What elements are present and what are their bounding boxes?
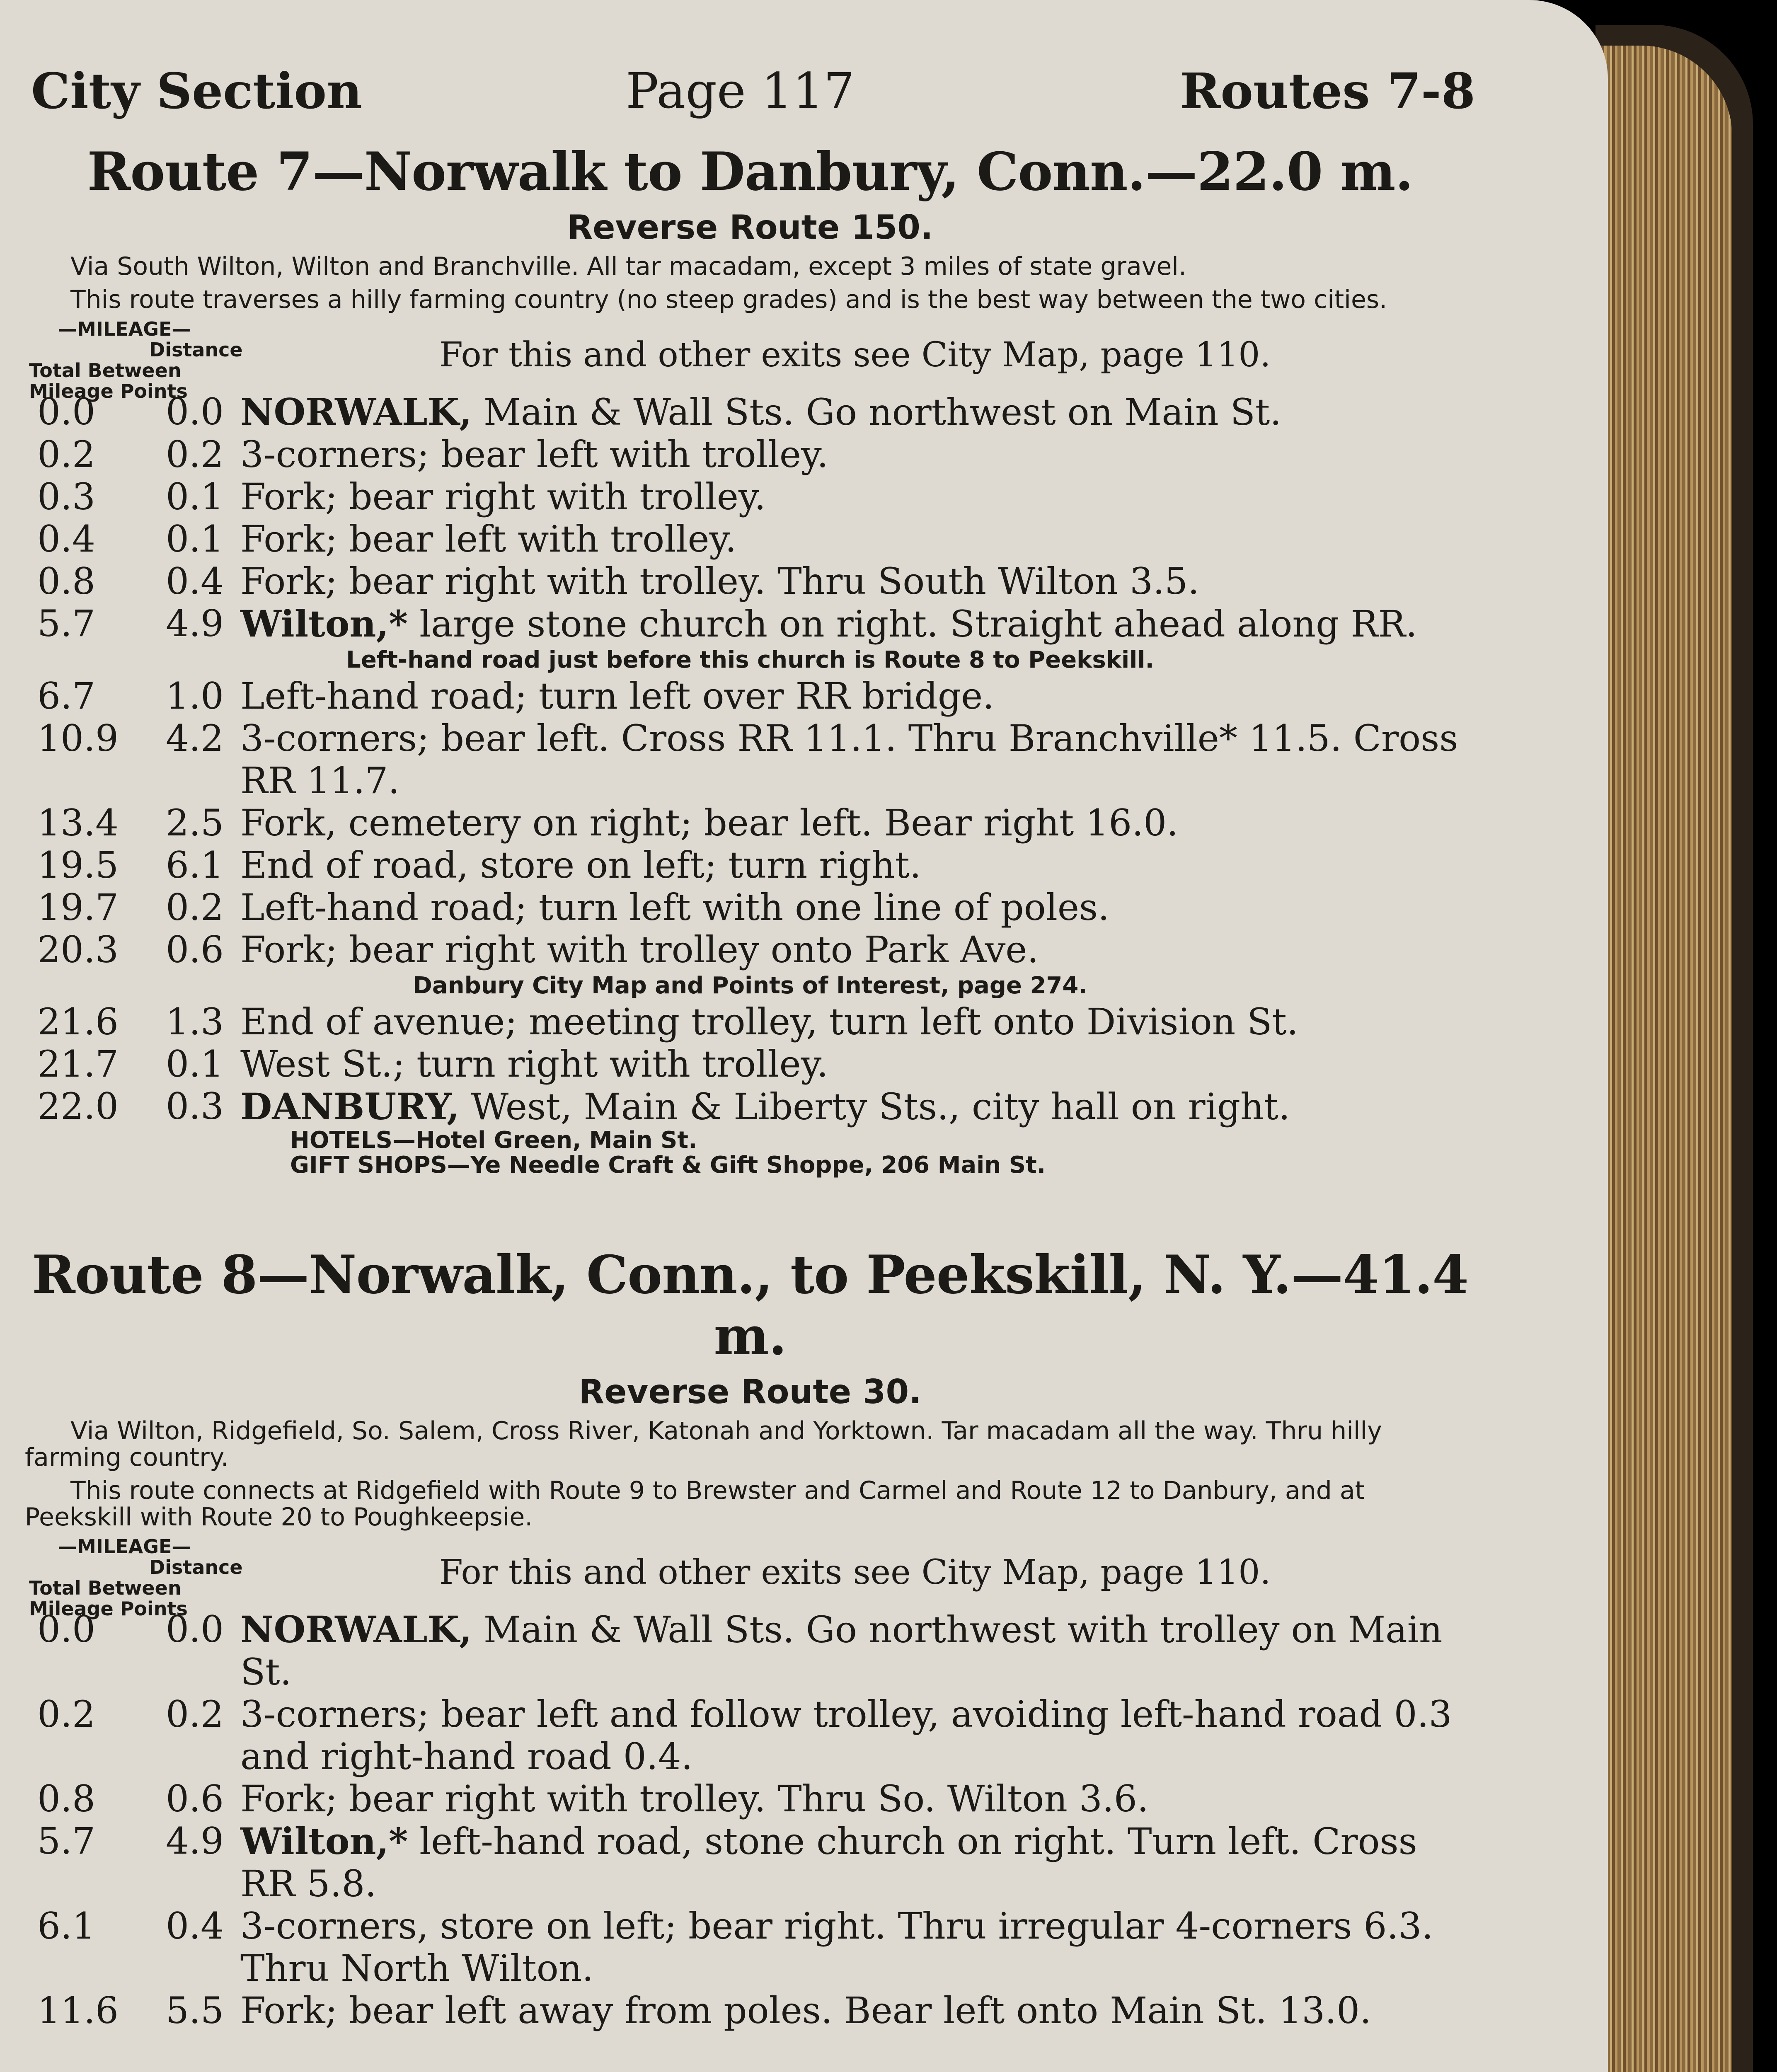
step-direction [240, 929, 1475, 971]
mileage-key-line: Distance [149, 339, 243, 361]
distance-between: 0.4 [166, 560, 224, 603]
distance-between: 4.9 [166, 602, 224, 645]
step-direction [240, 886, 1475, 929]
distance-between: 0.1 [166, 475, 224, 518]
direction-text: Left-hand road; turn left over RR bridge. [240, 675, 995, 717]
mileage-header [25, 318, 1475, 402]
exits-note: For this and other exits see City Map, page 110. [439, 335, 1271, 375]
mileage-key-line: Total Between [29, 1577, 182, 1599]
route-7-intro-1: Via South Wilton, Wilton and Branchville. All tar macadam, except 3 miles of state gravel. [70, 252, 1187, 281]
total-mileage: 0.4 [37, 518, 95, 560]
route-7-intro-2: This route traverses a hilly farming country (no steep grades) and is the best way between the two cities. [70, 285, 1387, 314]
route-step [25, 675, 1475, 717]
step-direction [240, 1085, 1475, 1128]
total-mileage: 0.8 [37, 1777, 95, 1820]
distance-between: 0.6 [166, 928, 224, 971]
step-direction [240, 717, 1475, 802]
route-7-steps [25, 391, 1475, 1128]
direction-text: 3-corners; bear left. Cross RR 11.1. Thru Branchville* 11.5. Cross RR 11.7. [240, 717, 1458, 802]
direction-text: Fork; bear right with trolley onto Park Ave. [240, 928, 1039, 971]
route-step [25, 1085, 1475, 1128]
total-mileage: 11.6 [37, 1989, 119, 2032]
total-mileage: 20.3 [37, 928, 119, 971]
route-step [25, 433, 1475, 476]
distance-between: 0.1 [166, 518, 224, 560]
route-step [25, 518, 1475, 560]
step-direction [240, 1608, 1475, 1693]
mileage-header [25, 1535, 1475, 1620]
step-direction [240, 1693, 1475, 1778]
total-mileage: 10.9 [37, 717, 119, 760]
direction-text: End of avenue; meeting trolley, turn left onto Division St. [240, 1000, 1298, 1043]
mileage-key [25, 1536, 257, 1619]
distance-between: 0.0 [166, 1608, 224, 1651]
distance-between: 4.2 [166, 717, 224, 760]
total-mileage: 19.5 [37, 844, 119, 886]
route-step [25, 1778, 1475, 1820]
direction-text: Main & Wall Sts. Go northwest with trolley on Main St. [240, 1608, 1443, 1693]
step-direction [240, 1778, 1475, 1820]
step-direction [240, 1990, 1475, 2032]
direction-text: 3-corners, store on left; bear right. Thru irregular 4-corners 6.3. Thru North Wilton. [240, 1905, 1433, 1990]
total-mileage: 5.7 [37, 602, 95, 645]
exits-note: For this and other exits see City Map, page 110. [439, 1553, 1271, 1592]
route-7 [25, 141, 1475, 1178]
step-direction [240, 1820, 1475, 1905]
place-name: NORWALK, [240, 1608, 472, 1651]
direction-text: Left-hand road; turn left with one line of poles. [240, 886, 1110, 929]
step-direction [240, 518, 1475, 560]
distance-between: 5.5 [166, 1989, 224, 2032]
distance-between: 1.0 [166, 675, 224, 717]
route-8-steps [25, 1608, 1475, 2032]
distance-between: 0.6 [166, 1777, 224, 1820]
distance-between: 6.1 [166, 844, 224, 886]
mileage-key [25, 319, 257, 402]
step-direction [240, 603, 1475, 645]
total-mileage: 0.0 [37, 390, 95, 433]
mileage-key-line: Distance [149, 1556, 243, 1578]
mileage-key-line: —MILEAGE— [58, 318, 191, 340]
route-step [25, 1990, 1475, 2032]
direction-text: Main & Wall Sts. Go northwest on Main St. [472, 391, 1282, 433]
mileage-key-line: Total Between [29, 359, 182, 382]
route-note: Danbury City Map and Points of Interest, page 274. [413, 972, 1087, 999]
distance-between: 0.4 [166, 1905, 224, 1947]
route-step [25, 886, 1475, 929]
distance-between: 0.0 [166, 390, 224, 433]
hotels-line: HOTELS—Hotel Green, Main St. [290, 1127, 697, 1154]
step-direction [240, 560, 1475, 603]
total-mileage: 13.4 [37, 801, 119, 844]
route-7-title: Route 7—Norwalk to Danbury, Conn.—22.0 m. [87, 141, 1413, 202]
route-note: Left-hand road just before this church is Route 8 to Peekskill. [346, 646, 1154, 673]
route-step [25, 1905, 1475, 1990]
direction-text: Fork; bear right with trolley. [240, 475, 766, 518]
route-step [25, 1043, 1475, 1085]
direction-text: End of road, store on left; turn right. [240, 844, 921, 886]
place-name: Wilton,* [240, 1820, 408, 1863]
total-mileage: 0.2 [37, 433, 95, 476]
route-step [25, 476, 1475, 518]
direction-text: 3-corners; bear left and follow trolley, avoiding left-hand road 0.3 and right-hand road 0.4. [240, 1693, 1452, 1778]
distance-between: 4.9 [166, 1820, 224, 1862]
route-step [25, 929, 1475, 971]
direction-text: left-hand road, stone church on right. Turn left. Cross RR 5.8. [240, 1820, 1417, 1905]
step-direction [240, 391, 1475, 433]
route-step [25, 603, 1475, 645]
mileage-key-line: —MILEAGE— [58, 1535, 191, 1558]
gift-shops-line: GIFT SHOPS—Ye Needle Craft & Gift Shoppe, 206 Main St. [290, 1152, 1046, 1179]
total-mileage: 6.1 [37, 1905, 95, 1947]
total-mileage: 22.0 [37, 1085, 119, 1128]
direction-text: Fork; bear right with trolley. Thru South Wilton 3.5. [240, 560, 1200, 603]
step-direction [240, 802, 1475, 844]
direction-text: Fork; bear left away from poles. Bear left onto Main St. 13.0. [240, 1989, 1372, 2032]
distance-between: 0.2 [166, 886, 224, 929]
route-step [25, 1820, 1475, 1905]
distance-between: 2.5 [166, 801, 224, 844]
total-mileage: 0.8 [37, 560, 95, 603]
direction-text: Fork; bear left with trolley. [240, 518, 737, 560]
total-mileage: 21.7 [37, 1043, 119, 1085]
place-name: DANBURY, [240, 1085, 460, 1128]
route-8-intro-2: This route connects at Ridgefield with Route 9 to Brewster and Carmel and Route 12 to Danbury, and at Peekskill with Route 20 to Poughkeepsie. [25, 1476, 1365, 1532]
step-direction [240, 1905, 1475, 1990]
page-content [25, 62, 1475, 2072]
route-step [25, 717, 1475, 802]
route-8-intro-1: Via Wilton, Ridgefield, So. Salem, Cross River, Katonah and Yorktown. Tar macadam all the way. Thru hilly farming country. [25, 1416, 1382, 1472]
place-name: Wilton,* [240, 602, 408, 645]
mileage-key-line: Mileage Points [29, 380, 188, 402]
direction-text: Fork, cemetery on right; bear left. Bear right 16.0. [240, 801, 1179, 844]
distance-between: 0.3 [166, 1085, 224, 1128]
step-direction [240, 675, 1475, 717]
total-mileage: 0.0 [37, 1608, 95, 1651]
route-step [25, 1001, 1475, 1043]
step-direction [240, 844, 1475, 886]
route-8-reverse: Reverse Route 30. [579, 1372, 922, 1411]
distance-between: 0.1 [166, 1043, 224, 1085]
step-direction [240, 476, 1475, 518]
routes-label: Routes 7-8 [1180, 62, 1475, 120]
total-mileage: 0.3 [37, 475, 95, 518]
direction-text: West St.; turn right with trolley. [240, 1043, 828, 1085]
route-step [25, 560, 1475, 603]
total-mileage: 5.7 [37, 1820, 95, 1862]
place-name: NORWALK, [240, 390, 472, 433]
total-mileage: 21.6 [37, 1000, 119, 1043]
section-label: City Section [31, 62, 362, 120]
total-mileage: 19.7 [37, 886, 119, 929]
total-mileage: 6.7 [37, 675, 95, 717]
direction-text: 3-corners; bear left with trolley. [240, 433, 828, 476]
page-number: Page 117 [626, 62, 855, 119]
direction-text: West, Main & Liberty Sts., city hall on right. [459, 1085, 1290, 1128]
distance-between: 0.2 [166, 433, 224, 476]
route-8 [25, 1244, 1475, 2032]
page-header [25, 62, 1475, 133]
distance-between: 1.3 [166, 1000, 224, 1043]
route-8-title: Route 8—Norwalk, Conn., to Peekskill, N. Y.—41.4 m. [32, 1244, 1468, 1367]
step-direction [240, 1001, 1475, 1043]
direction-text: large stone church on right. Straight ahead along RR. [408, 603, 1417, 645]
total-mileage: 0.2 [37, 1693, 95, 1736]
direction-text: Fork; bear right with trolley. Thru So. Wilton 3.6. [240, 1777, 1149, 1820]
step-direction [240, 1043, 1475, 1085]
route-step [25, 1693, 1475, 1778]
route-7-reverse: Reverse Route 150. [567, 208, 933, 247]
route-step [25, 844, 1475, 886]
route-step [25, 1608, 1475, 1693]
step-direction [240, 433, 1475, 476]
route-step [25, 802, 1475, 844]
distance-between: 0.2 [166, 1693, 224, 1736]
mileage-key-line: Mileage Points [29, 1598, 188, 1620]
